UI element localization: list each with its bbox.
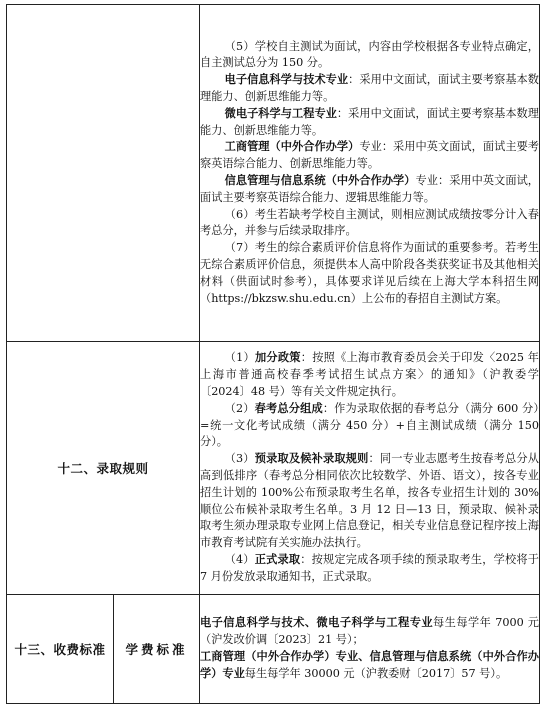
major-desc: ：采用中文面试，面试主要考察基本数理能力、创新思维能力等。	[200, 106, 539, 137]
fees-header: 十三、收费标准	[7, 595, 114, 704]
rule-prefix: （3）	[224, 452, 255, 466]
rule-item	[200, 350, 539, 400]
row-admission-rules	[7, 342, 540, 595]
major-desc: ：采用中文面试，面试主要考察基本数理能力、创新思维能力等。	[200, 73, 539, 104]
rule-text: ：按照《上海市教育委员会关于印发〈2025 年上海市普通高校春季考试招生试点方案〉的通知》（沪教委学〔2024〕48 号）等有关文件规定执行。	[200, 351, 539, 399]
rule-item	[200, 451, 539, 552]
empty-header-cell	[7, 5, 200, 342]
major-item	[200, 139, 539, 173]
fee-item	[200, 615, 539, 649]
major-name: 电子信息科学与技术专业	[224, 73, 349, 87]
rule-prefix: （1）	[224, 351, 255, 365]
major-name: 微电子科学与工程专业	[224, 106, 337, 120]
rule-title: 正式录取	[254, 552, 301, 566]
fee-item	[200, 649, 539, 683]
admissions-table	[6, 4, 540, 704]
admission-test-p1: （5）学校自主测试为面试，内容由学校根据各专业特点确定，自主测试总分为 150 分。	[200, 39, 539, 70]
major-item	[200, 72, 539, 106]
fee-amount: 每生每学年 30000 元（沪教委财〔2017〕57 号）。	[244, 666, 508, 680]
row-fees	[7, 595, 540, 704]
admission-rules-header: 十二、录取规则	[7, 342, 200, 595]
major-item	[200, 173, 539, 207]
rule-title: 加分政策	[254, 351, 301, 365]
fees-cell	[200, 595, 540, 704]
fee-amount: 每生每学年 7000 元（沪发改价调〔2023〕21 号）；	[200, 616, 539, 647]
fee-majors: 电子信息科学与技术、微电子科学与工程专业	[200, 616, 434, 630]
major-name: 工商管理（中外合作办学）	[224, 140, 360, 154]
fee-majors: 工商管理（中外合作办学）专业、信息管理与信息系统（中外合作办学）专业	[200, 650, 539, 680]
major-desc: 专业：采用中英文面试，面试主要考察英语综合能力、创新思维能力等。	[200, 140, 539, 171]
rule-prefix: （4）	[224, 552, 255, 566]
major-item	[200, 106, 539, 140]
admission-rules-cell	[200, 342, 540, 595]
rule-text: ：按规定完成各项手续的预录取考生，学校将于 7 月份发放录取通知书，正式录取。	[200, 552, 539, 583]
admission-test-p7: （7）考生的综合素质评价信息将作为面试的重要参考。若考生无综合素质评价信息，须提供本人高中阶段各类获奖证书及其他相关材料（供面试时参考），具体要求详见后续在上海大学本科招生网（https://bkzsw.shu.edu.cn）上公布的春招自主测试方案。	[200, 241, 539, 305]
rule-text: ：同一专业志愿考生按春考总分从高到低排序（春考总分相同依次比较数学、外语、语文），按各专业招生计划的 100%公布预录取考生名单，按各专业招生计划的 30%顺位公布候补录取考生名单。3 月 12 日—13 日，预录取、候补录取考生须办理录取专业网上信息登记，相关专业信息登记程序按上海市教育考试院有关实施办法执行。	[200, 452, 539, 550]
rule-prefix: （2）	[224, 401, 255, 415]
rule-title: 预录取及候补录取规则	[254, 452, 369, 466]
admission-test-p6: （6）考生若缺考学校自主测试，则相应测试成绩按零分计入春考总分，并参与后续录取排序。	[200, 207, 539, 238]
row-admission-test	[7, 5, 540, 342]
admission-test-cell	[200, 5, 540, 342]
tuition-subheader: 学费标准	[114, 595, 200, 704]
major-desc: 专业：采用中英文面试，面试主要考察英语综合能力、逻辑思维能力等。	[200, 174, 539, 204]
rule-item	[200, 401, 539, 451]
major-name: 信息管理与信息系统（中外合作办学）	[224, 174, 416, 187]
rule-title: 春考总分组成	[254, 401, 323, 415]
rule-item	[200, 552, 539, 586]
rule-text: ：作为录取依据的春考总分（满分 600 分）=统一文化考试成绩（满分 450 分）+自主测试成绩（满分 150 分）。	[200, 401, 539, 449]
